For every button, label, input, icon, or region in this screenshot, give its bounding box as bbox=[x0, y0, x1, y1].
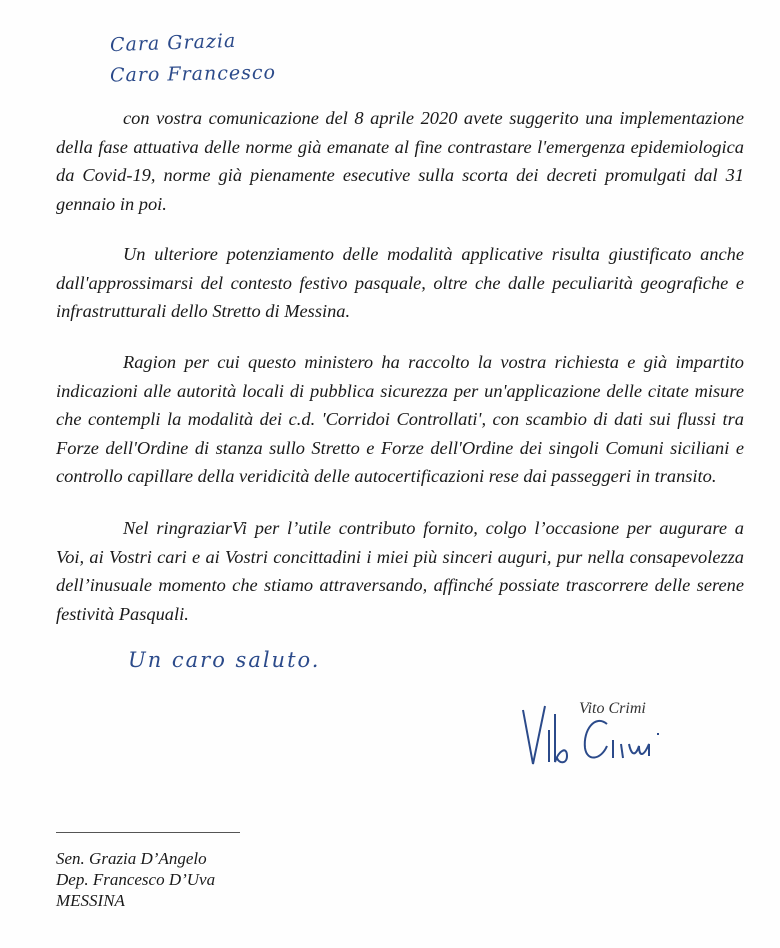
handwritten-greeting-francesco: Caro Francesco bbox=[109, 61, 277, 87]
recipient-city: MESSINA bbox=[56, 891, 125, 910]
divider-line bbox=[56, 832, 240, 833]
recipient-senator: Sen. Grazia D’Angelo bbox=[56, 849, 207, 868]
paragraph-3: Ragion per cui questo ministero ha raccolto la vostra richiesta e già impartito indicazioni alle autorità locali di pubblica sicurezza per un'applicazione delle citate misure che contempli la modalità dei c.d. 'Corridoi Controllati', con scambio di dati sui flussi tra Forze dell'Ordine di stanza sullo Stretto e Forze dell'Ordine dei singoli Comuni siciliani e controllo capillare della veridicità delle autocertificazioni rese dai passeggeri in transito. bbox=[56, 352, 744, 486]
handwritten-closing: Un caro saluto. bbox=[128, 648, 321, 672]
handwritten-greeting-grazia: Cara Grazia bbox=[109, 29, 237, 57]
signatory-name: Vito Crimi bbox=[579, 700, 646, 717]
paragraph-4: Nel ringraziarVi per l’utile contributo fornito, colgo l’occasione per augurare a Voi, ai Vostri cari e ai Vostri concittadini i miei più sinceri auguri, pur nella consapevolezza dell’inusuale momento che stiamo attraversando, affinché possiate trascorrere delle serene festività Pasquali. bbox=[56, 518, 744, 624]
paragraph-1: con vostra comunicazione del 8 aprile 2020 avete suggerito una implementazione della fase attuativa delle norme già emanate al fine contrastare l'emergenza epidemiologica da Covid-19, norme già pienamente esecutive sulla scorta dei decreti promulgati dal 31 gennaio in poi. bbox=[56, 108, 744, 214]
recipient-deputy: Dep. Francesco D’Uva bbox=[56, 870, 216, 889]
paragraph-2: Un ulteriore potenziamento delle modalità applicative risulta giustificato anche dall'approssimarsi del contesto festivo pasquale, oltre che dalle peculiarità geografiche e infrastrutturali dello Stretto di Messina. bbox=[56, 244, 744, 321]
